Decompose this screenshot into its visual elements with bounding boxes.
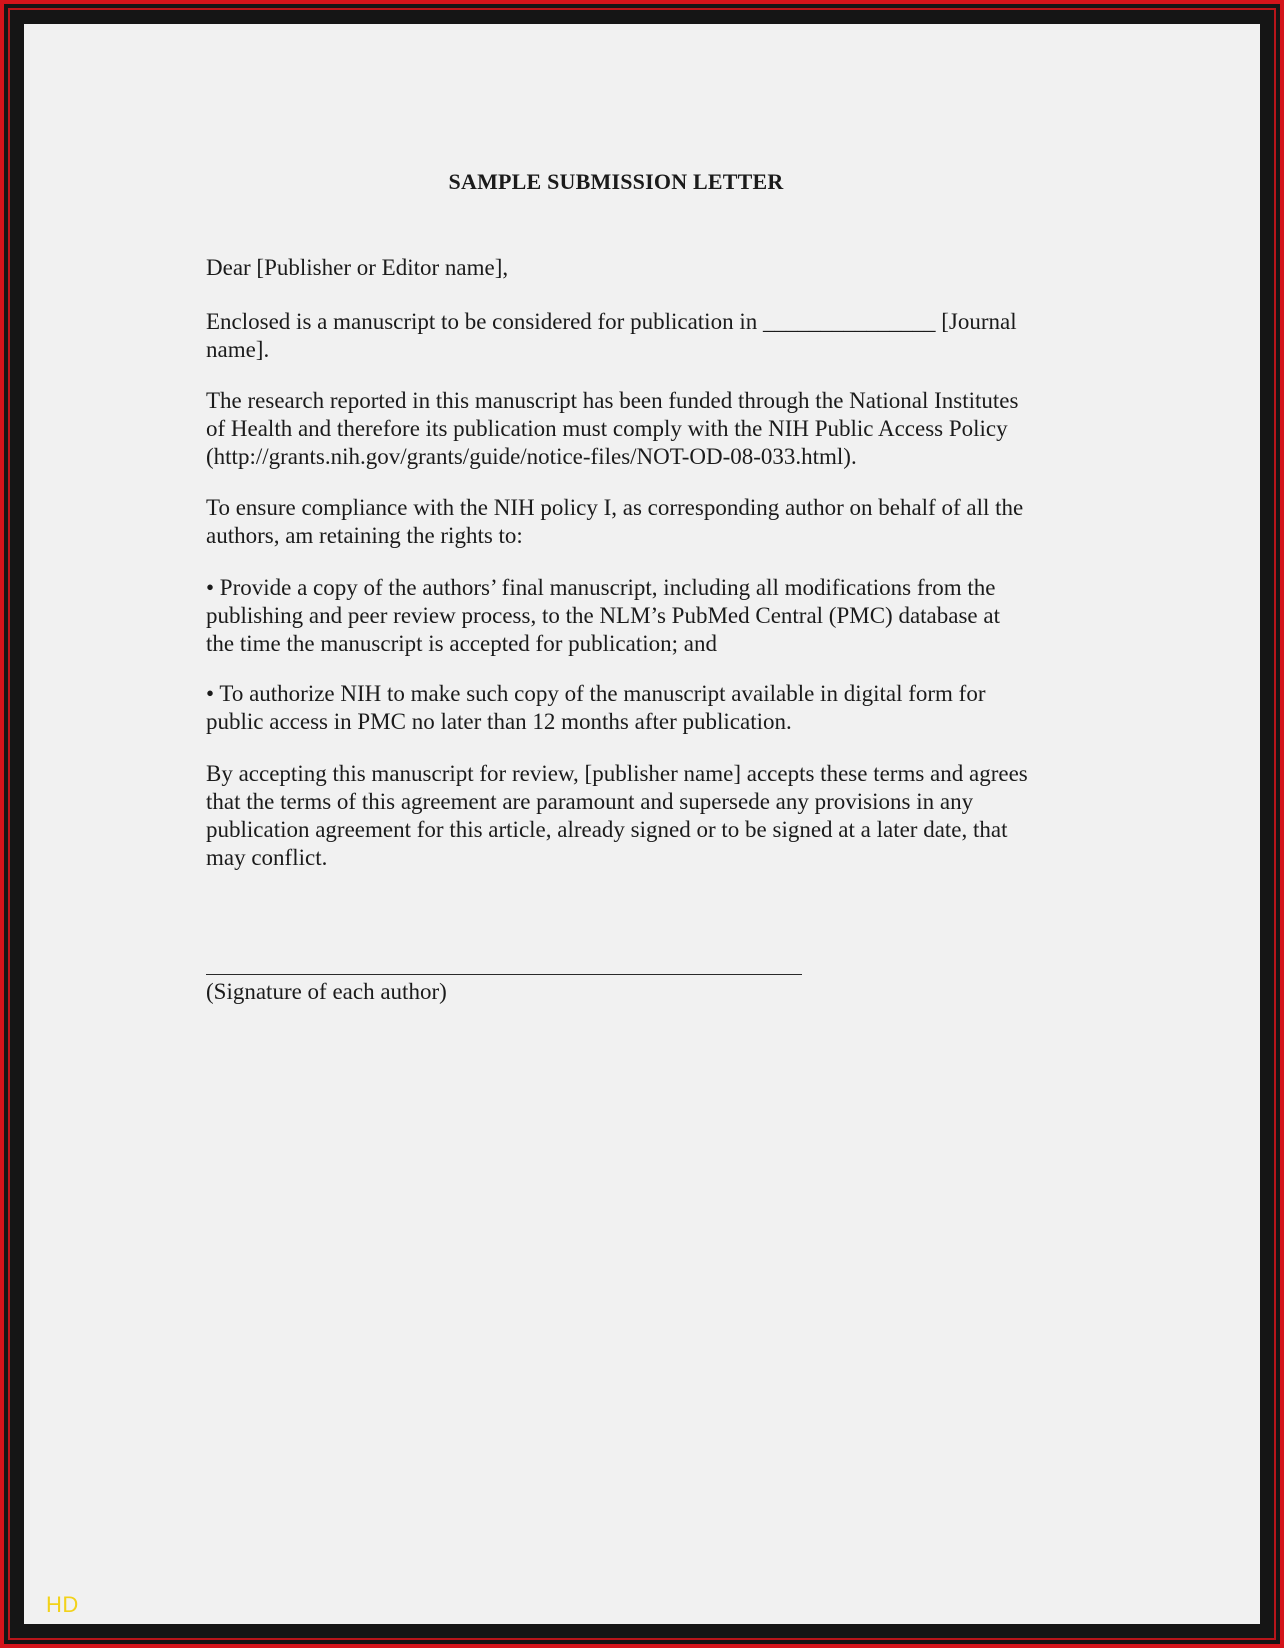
- signature-caption: (Signature of each author): [206, 979, 447, 1004]
- hd-watermark: HD: [46, 1592, 79, 1617]
- compliance-line-2: authors, am retaining the rights to:: [206, 523, 523, 548]
- enclosed-line-2: name].: [206, 337, 270, 362]
- bullet-provide-copy: [206, 574, 1086, 658]
- research-line-2: of Health and therefore its publication must comply with the NIH Public Access Policy: [206, 416, 1008, 441]
- compliance-paragraph: [206, 494, 1086, 550]
- signature-line: [206, 974, 802, 975]
- acceptance-line-4: may conflict.: [206, 845, 328, 870]
- bullet1-line-1: • Provide a copy of the authors’ final manuscript, including all modifications from the: [206, 575, 996, 600]
- document-page: [24, 24, 1260, 1624]
- research-paragraph: [206, 387, 1086, 471]
- bullet-authorize-nih: [206, 680, 1086, 736]
- compliance-line-1: To ensure compliance with the NIH policy I, as corresponding author on behalf of all the: [206, 495, 1024, 520]
- enclosed-line-1: Enclosed is a manuscript to be considered for publication in _______________ [Journal: [206, 309, 1017, 334]
- document-title: SAMPLE SUBMISSION LETTER: [448, 169, 784, 194]
- salutation: [206, 254, 1086, 282]
- acceptance-line-3: publication agreement for this article, already signed or to be signed at a later date, that: [206, 817, 1008, 842]
- bullet1-line-2: publishing and peer review process, to the NLM’s PubMed Central (PMC) database at: [206, 603, 1000, 628]
- bullet2-line-1: • To authorize NIH to make such copy of the manuscript available in digital form for: [206, 681, 986, 706]
- bullet2-line-2: public access in PMC no later than 12 months after publication.: [206, 709, 792, 734]
- acceptance-line-2: that the terms of this agreement are paramount and supersede any provisions in any: [206, 789, 974, 814]
- salutation-text: Dear [Publisher or Editor name],: [206, 255, 509, 280]
- acceptance-line-1: By accepting this manuscript for review, [publisher name] accepts these terms and agrees: [206, 761, 1028, 786]
- acceptance-paragraph: [206, 760, 1086, 872]
- research-line-1: The research reported in this manuscript has been funded through the National Institutes: [206, 388, 1019, 413]
- bullet1-line-3: the time the manuscript is accepted for publication; and: [206, 631, 717, 656]
- research-line-3: (http://grants.nih.gov/grants/guide/notice-files/NOT-OD-08-033.html).: [206, 444, 857, 469]
- enclosed-paragraph: [206, 308, 1086, 364]
